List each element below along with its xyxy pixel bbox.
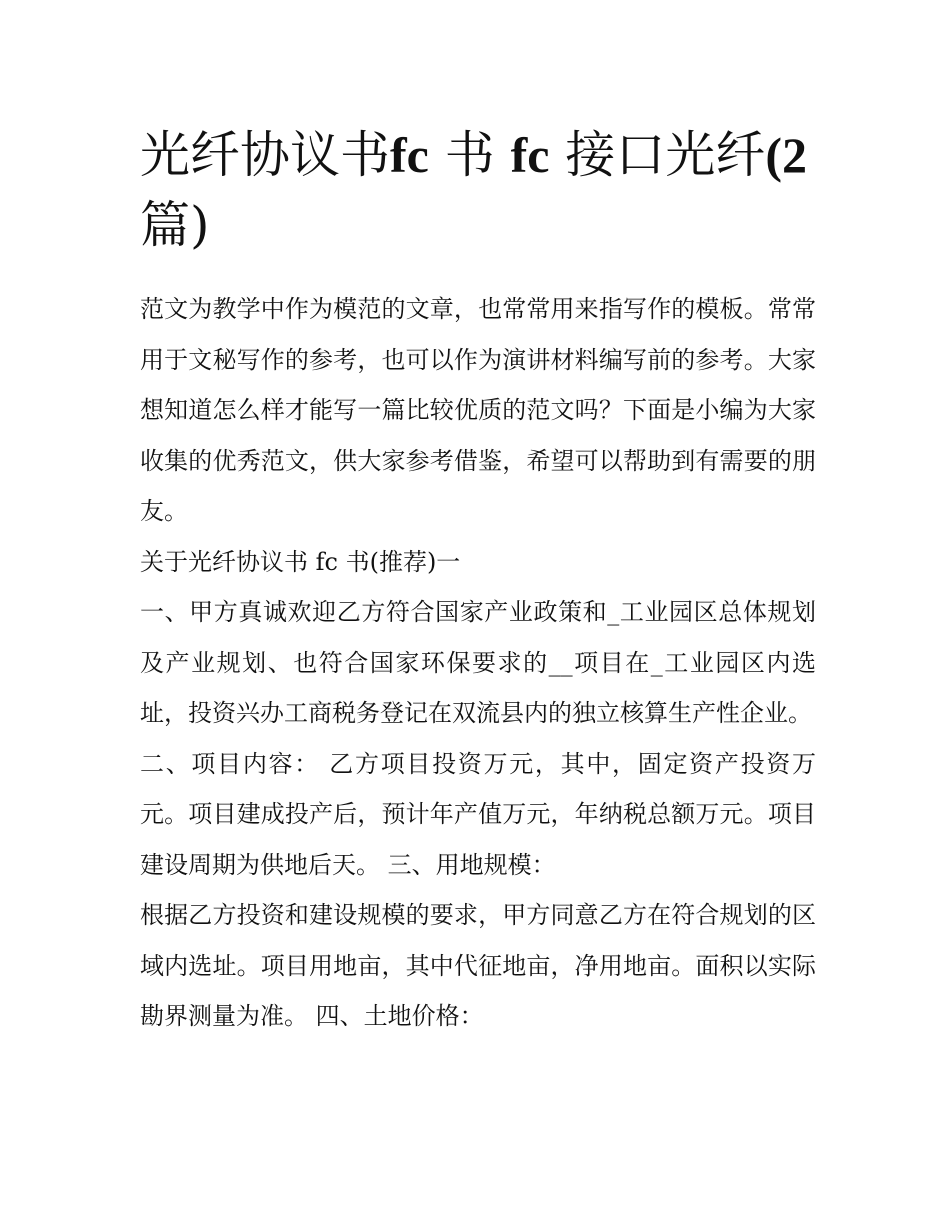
title-part-7: 篇) <box>140 196 210 254</box>
intro-paragraph: 范文为教学中作为模范的文章，也常常用来指写作的模板。常常用于文秘写作的参考，也可以作为演讲材料编写前的参考。大家想知道怎么样才能写一篇比较优质的范文吗？下面是小编为大家收集的优秀范文，供大家参考借鉴，希望可以帮助到有需要的朋友。 <box>140 295 816 525</box>
section-heading: 关于光纤协议书 fc 书(推荐)一 <box>140 547 461 576</box>
title-part-1: 光纤协议书 <box>140 126 390 184</box>
document-body <box>140 284 816 1042</box>
document-title <box>140 120 820 260</box>
title-part-5: 接口光纤 <box>565 126 766 184</box>
title-part-3: 书 <box>444 126 495 184</box>
clause-1-paragraph: 一、甲方真诚欢迎乙方符合国家产业政策和_工业园区总体规划及产业规划、也符合国家环保要求的__项目在_工业园区内选址，投资兴办工商税务登记在双流县内的独立核算生产性企业。 <box>140 598 816 727</box>
clause-2-paragraph: 二、项目内容： 乙方项目投资万元，其中，固定资产投资万元。项目建成投产后，预计年产值万元，年纳税总额万元。项目建设周期为供地后天。 三、用地规模： <box>140 749 816 879</box>
clause-3-paragraph: 根据乙方投资和建设规模的要求，甲方同意乙方在符合规划的区域内选址。项目用地亩，其中代征地亩，净用地亩。面积以实际勘界测量为准。 四、土地价格： <box>140 901 816 1030</box>
title-part-4: fc <box>510 127 550 183</box>
title-part-2: fc <box>390 127 429 183</box>
title-part-6: (2 <box>765 127 808 183</box>
